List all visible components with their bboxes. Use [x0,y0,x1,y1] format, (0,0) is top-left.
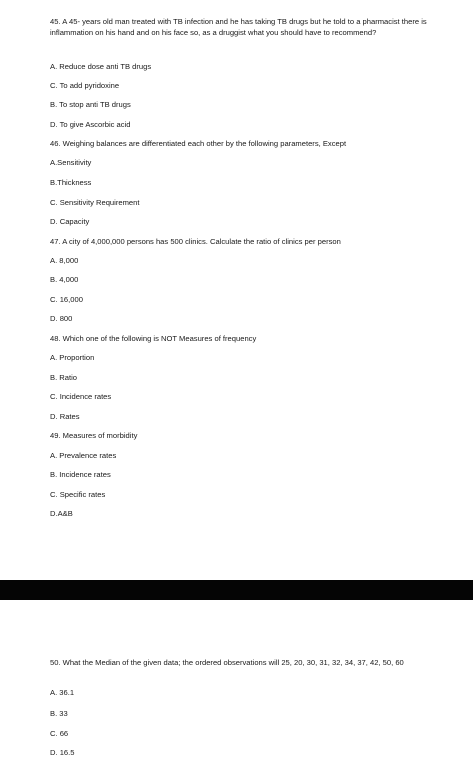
question-49-option-4: D.A&B [50,509,73,518]
question-46-option-1: A.Sensitivity [50,158,92,167]
question-47-option-1: A. 8,000 [50,256,79,265]
question-49-option-2: B. Incidence rates [50,470,111,479]
question-48-option-3: C. Incidence rates [50,392,112,401]
question-50-option-3: C. 66 [50,729,69,738]
question-45: 45. A 45- years old man treated with TB infection and he has taking TB drugs but he told to a pharmacist there is inflammation on his hand and on his face so, as a druggist what you should have to recommend? [50,17,427,37]
question-47-option-4: D. 800 [50,314,73,323]
question-48-option-2: B. Ratio [50,373,78,382]
question-45-option-3: B. To stop anti TB drugs [50,100,131,109]
question-50-option-4: D. 16.5 [50,748,75,757]
question-46-option-3: C. Sensitivity Requirement [50,198,140,207]
question-48: 48. Which one of the following is NOT Measures of frequency [50,334,257,343]
question-50-option-2: B. 33 [50,709,68,718]
question-50-option-1: A. 36.1 [50,688,75,697]
question-49-option-3: C. Specific rates [50,490,106,499]
question-47-option-3: C. 16,000 [50,295,83,304]
question-48-option-1: A. Proportion [50,353,95,362]
question-45-option-4: D. To give Ascorbic acid [50,120,131,129]
question-48-option-4: D. Rates [50,412,80,421]
question-46-option-2: B.Thickness [50,178,92,187]
question-47-option-2: B. 4,000 [50,275,79,284]
question-47: 47. A city of 4,000,000 persons has 500 clinics. Calculate the ratio of clinics per person [50,237,341,246]
question-46: 46. Weighing balances are differentiated each other by the following parameters, Except [50,139,347,148]
question-50: 50. What the Median of the given data; the ordered observations will 25, 20, 30, 31, 32, 34, 37, 42, 50, 60 [50,658,404,667]
question-49-option-1: A. Prevalence rates [50,451,117,460]
question-45-option-1: A. Reduce dose anti TB drugs [50,62,152,71]
page-bottom [0,600,473,768]
question-45-option-2: C. To add pyridoxine [50,81,120,90]
question-46-option-4: D. Capacity [50,217,90,226]
question-49: 49. Measures of morbidity [50,431,138,440]
page-divider [0,580,473,600]
